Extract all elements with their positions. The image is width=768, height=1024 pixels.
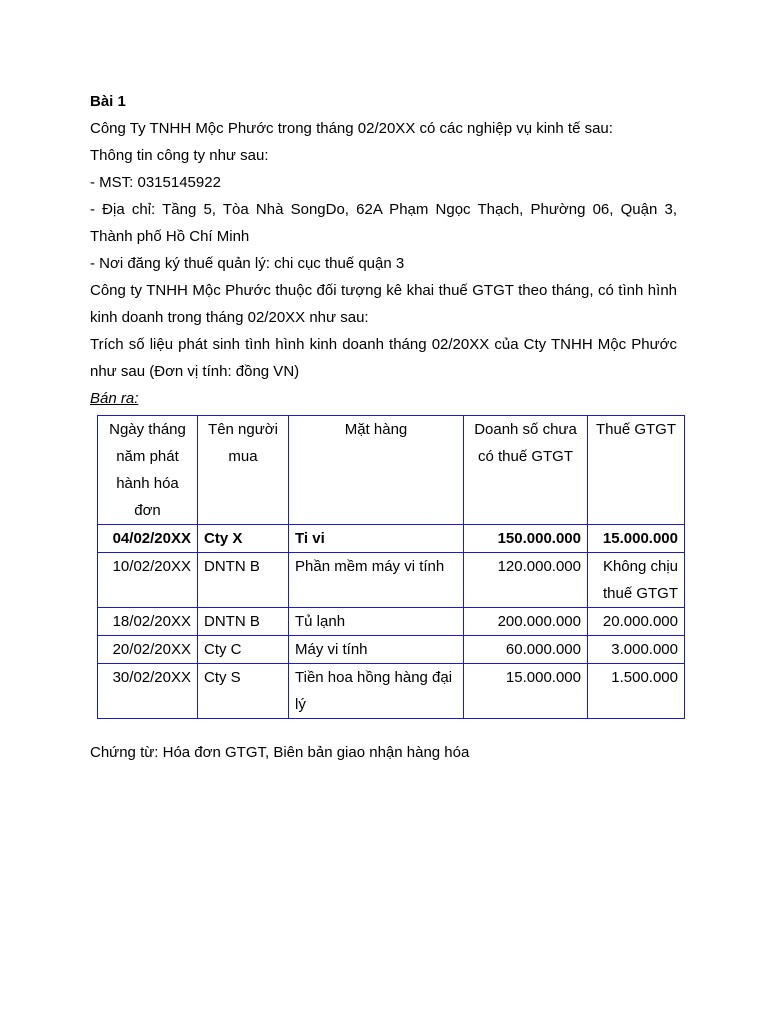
cell-revenue: 150.000.000 <box>464 525 588 553</box>
header-vat: Thuế GTGT <box>588 416 685 525</box>
table-row <box>98 525 685 553</box>
cell-buyer: Cty C <box>198 636 289 664</box>
table-row <box>98 553 685 608</box>
mst-line: - MST: 0315145922 <box>90 174 221 191</box>
document-body <box>90 88 677 412</box>
extract-description: Trích số liệu phát sinh tình hình kinh doanh tháng 02/20XX của Cty TNHH Mộc Phước như sau (Đơn vị tính: đồng VN) <box>90 336 677 380</box>
cell-revenue: 60.000.000 <box>464 636 588 664</box>
cell-item: Ti vi <box>289 525 464 553</box>
cell-revenue: 15.000.000 <box>464 664 588 719</box>
exercise-title: Bài 1 <box>90 93 126 110</box>
info-heading: Thông tin công ty như sau: <box>90 147 269 164</box>
cell-date: 04/02/20XX <box>98 525 198 553</box>
cell-vat: 3.000.000 <box>588 636 685 664</box>
header-invoice-date: Ngày tháng năm phát hành hóa đơn <box>98 416 198 525</box>
cell-vat: Không chịu thuế GTGT <box>588 553 685 608</box>
cell-vat: 20.000.000 <box>588 608 685 636</box>
cell-date: 10/02/20XX <box>98 553 198 608</box>
cell-revenue: 120.000.000 <box>464 553 588 608</box>
cell-buyer: Cty X <box>198 525 289 553</box>
sales-section-label: Bán ra: <box>90 390 139 407</box>
cell-date: 20/02/20XX <box>98 636 198 664</box>
cell-buyer: DNTN B <box>198 553 289 608</box>
header-item: Mặt hàng <box>289 416 464 525</box>
sales-table <box>97 415 685 719</box>
tax-office-line: - Nơi đăng ký thuế quản lý: chi cục thuế quận 3 <box>90 255 405 272</box>
table-row <box>98 664 685 719</box>
cell-item: Máy vi tính <box>289 636 464 664</box>
cell-buyer: DNTN B <box>198 608 289 636</box>
cell-item: Phần mềm máy vi tính <box>289 553 464 608</box>
cell-buyer: Cty S <box>198 664 289 719</box>
cell-vat: 1.500.000 <box>588 664 685 719</box>
cell-item: Tiền hoa hồng hàng đại lý <box>289 664 464 719</box>
documents-note: Chứng từ: Hóa đơn GTGT, Biên bản giao nhận hàng hóa <box>90 744 470 761</box>
table-header-row <box>98 416 685 525</box>
intro-paragraph: Công Ty TNHH Mộc Phước trong tháng 02/20XX có các nghiệp vụ kinh tế sau: <box>90 120 613 137</box>
header-buyer-name: Tên người mua <box>198 416 289 525</box>
cell-vat: 15.000.000 <box>588 525 685 553</box>
address-line: - Địa chỉ: Tầng 5, Tòa Nhà SongDo, 62A Phạm Ngọc Thạch, Phường 06, Quận 3, Thành phố Hồ Chí Minh <box>90 201 677 245</box>
cell-date: 30/02/20XX <box>98 664 198 719</box>
table-row <box>98 636 685 664</box>
table-row <box>98 608 685 636</box>
cell-date: 18/02/20XX <box>98 608 198 636</box>
cell-revenue: 200.000.000 <box>464 608 588 636</box>
cell-item: Tủ lạnh <box>289 608 464 636</box>
header-revenue: Doanh số chưa có thuế GTGT <box>464 416 588 525</box>
business-description: Công ty TNHH Mộc Phước thuộc đối tượng kê khai thuế GTGT theo tháng, có tình hình kinh doanh trong tháng 02/20XX như sau: <box>90 282 677 326</box>
